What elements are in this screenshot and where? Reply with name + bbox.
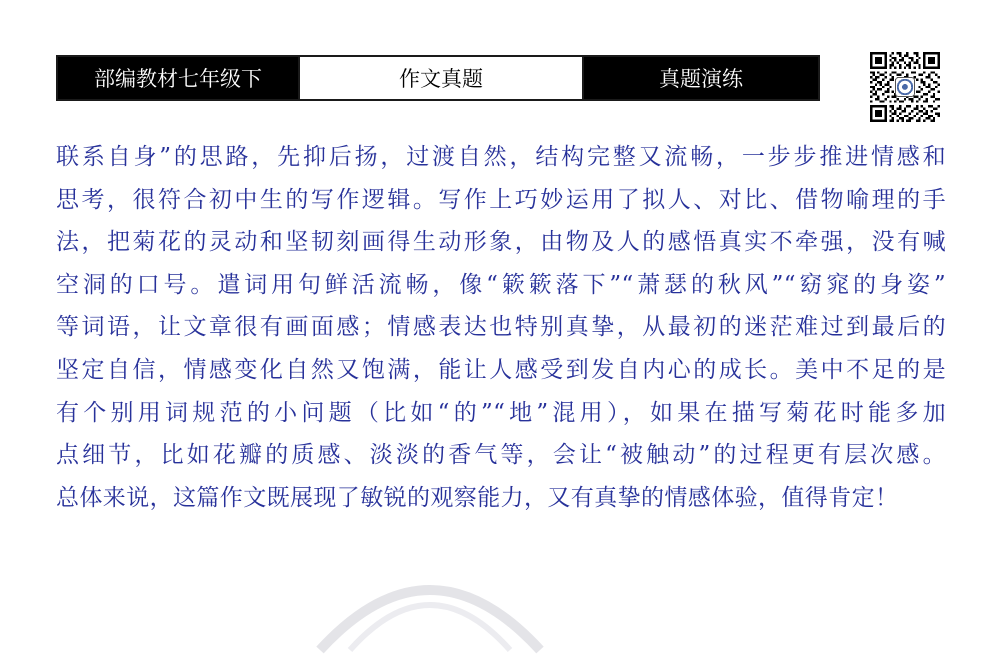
text-line: 坚定自信，情感变化自然又饱满，能让人感受到发自内心的成长。美中不足的是 xyxy=(56,356,946,383)
text-line: 点细节，比如花瓣的质感、淡淡的香气等，会让“被触动”的过程更有层次感。 xyxy=(56,442,946,469)
text-line: 等词语，让文章很有画面感；情感表达也特别真挚，从最初的迷茫难过到最后的 xyxy=(56,314,946,341)
header-section-title: 作文真题 xyxy=(298,57,584,99)
header-bar xyxy=(56,55,820,101)
watermark-logo xyxy=(300,540,560,660)
text-line: 空洞的口号。遣词用句鲜活流畅，像“簌簌落下”“萧瑟的秋风”“窈窕的身姿” xyxy=(56,271,946,298)
header-grade-label: 部编教材七年级下 xyxy=(58,57,298,99)
text-line: 联系自身”的思路，先抑后扬，过渡自然，结构完整又流畅，一步步推进情感和 xyxy=(56,144,946,170)
text-line: 有个别用词规范的小问题（比如“的”“地”混用），如果在描写菊花时能多加 xyxy=(56,399,946,426)
header-practice-label: 真题演练 xyxy=(584,57,818,99)
text-line: 思考，很符合初中生的写作逻辑。写作上巧妙运用了拟人、对比、借物喻理的手 xyxy=(56,186,946,213)
text-line: 总体来说，这篇作文既展现了敏锐的观察能力，又有真挚的情感体验，值得肯定！ xyxy=(56,484,899,511)
qr-code-icon xyxy=(870,52,940,122)
essay-comment-text xyxy=(56,136,946,519)
text-line: 法，把菊花的灵动和坚韧刻画得生动形象，由物及人的感悟真实不牵强，没有喊 xyxy=(56,229,946,256)
